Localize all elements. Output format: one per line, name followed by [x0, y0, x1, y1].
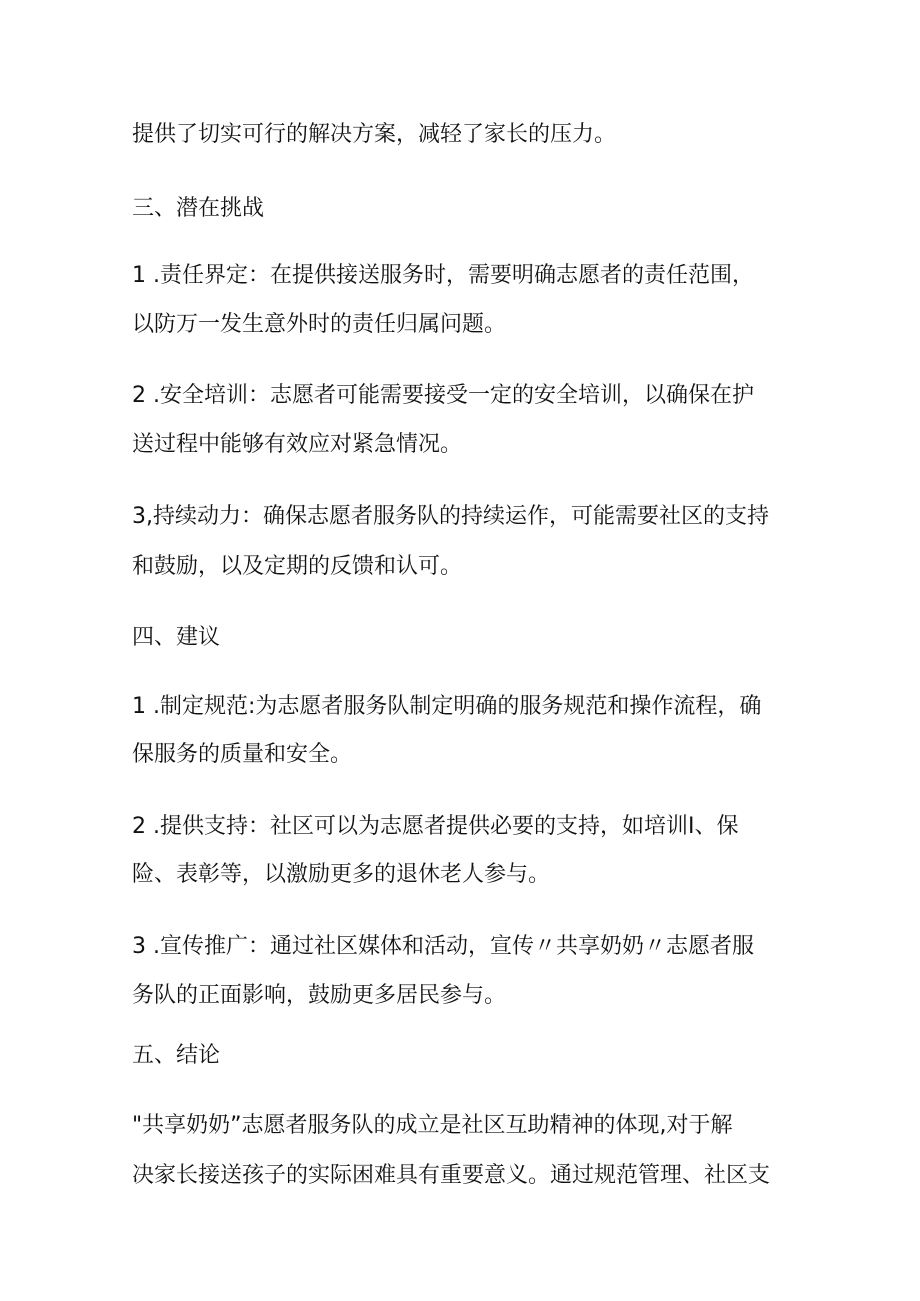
paragraph-line: 提供了切实可行的解决方案，减轻了家长的压力。 — [132, 122, 617, 147]
list-item-line: 和鼓励，以及定期的反馈和认可。 — [132, 554, 463, 579]
list-item-line: 3 .宣传推广：通过社区媒体和活动，宣传〃共享奶奶〃志愿者服 — [132, 934, 754, 959]
list-item-line: 1 .责任界定：在提供接送服务时，需要明确志愿者的责任范围， — [132, 263, 754, 288]
section-heading-suggestions: 四、建议 — [132, 625, 221, 650]
paragraph-line: 决家长接送孩子的实际困难具有重要意义。通过规范管理、社区支 — [132, 1163, 771, 1188]
list-item-line: 险、表彰等，以激励更多的退休老人参与。 — [132, 862, 551, 887]
list-item-line: 2 .安全培训：志愿者可能需要接受一定的安全培训，以确保在护 — [132, 383, 754, 408]
list-item-line: 2 .提供支持：社区可以为志愿者提供必要的支持，如培训I、保 — [132, 814, 739, 839]
list-item-line: 保服务的质量和安全。 — [132, 742, 353, 767]
paragraph-line: "共享奶奶”志愿者服务队的成立是社区互助精神的体现,对于解 — [132, 1113, 733, 1138]
list-item-line: 3,持续动力：确保志愿者服务队的持续运作，可能需要社区的支持 — [132, 504, 769, 529]
list-item-line: 1 .制定规范:为志愿者服务队制定明确的服务规范和操作流程，确 — [132, 694, 762, 719]
list-item-line: 务队的正面影响，鼓励更多居民参与。 — [132, 983, 507, 1008]
list-item-line: 送过程中能够有效应对紧急情况。 — [132, 432, 463, 457]
section-heading-conclusion: 五、结论 — [132, 1043, 221, 1068]
list-item-line: 以防万一发生意外时的责任归属问题。 — [132, 312, 507, 337]
section-heading-challenges: 三、潜在挑战 — [132, 196, 265, 221]
